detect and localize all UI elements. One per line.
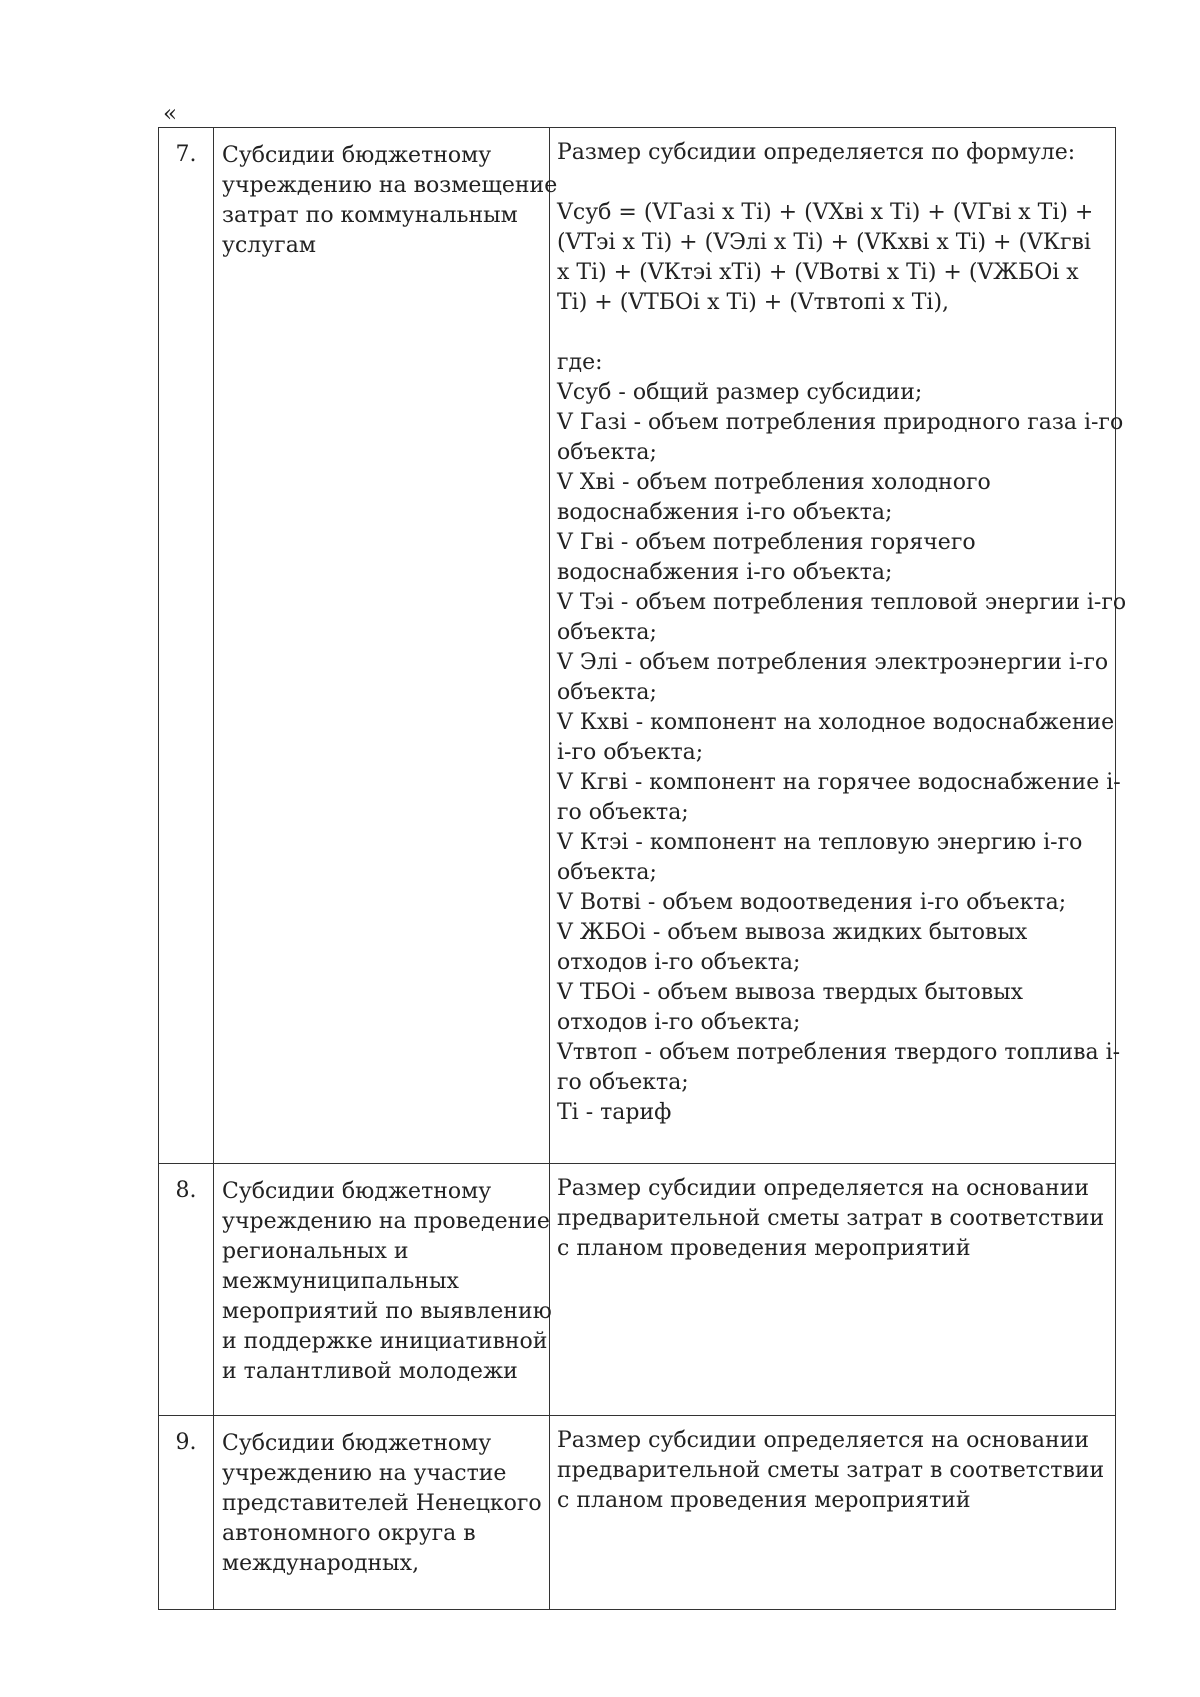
legend-line: V Элi - объем потребления электроэнергии i-го xyxy=(557,650,1109,675)
formula xyxy=(557,198,1111,318)
legend-line: объекта; xyxy=(557,440,657,465)
legend-line: где: xyxy=(557,350,603,375)
name-line: и талантливой молодежи xyxy=(222,1359,518,1384)
table-row xyxy=(159,128,1116,1164)
table-row xyxy=(159,1164,1116,1416)
legend-line: V Кгвi - компонент на горячее водоснабжение i- xyxy=(557,770,1121,795)
formula-line: Тi) + (VТБОi x Тi) + (Vтвтопi x Тi), xyxy=(557,290,950,315)
legend-line: объекта; xyxy=(557,860,657,885)
subsidy-description xyxy=(550,1164,1116,1416)
description-line: Размер субсидии определяется на основании xyxy=(557,1176,1090,1201)
legend-line: V Хвi - объем потребления холодного xyxy=(557,470,991,495)
legend-line: отходов i-го объекта; xyxy=(557,950,801,975)
legend-line: V ЖБОi - объем вывоза жидких бытовых xyxy=(557,920,1028,945)
formula-legend xyxy=(557,348,1127,1128)
description-line: предварительной сметы затрат в соответствии xyxy=(557,1206,1105,1231)
subsidy-description xyxy=(550,128,1127,1164)
name-line: мероприятий по выявлению xyxy=(222,1299,552,1324)
legend-line: объекта; xyxy=(557,620,657,645)
name-line: Субсидии бюджетному xyxy=(222,1431,492,1456)
legend-line: водоснабжения i-го объекта; xyxy=(557,560,893,585)
description-line: Размер субсидии определяется на основании xyxy=(557,1428,1090,1453)
description-intro: Размер субсидии определяется по формуле: xyxy=(557,140,1076,165)
name-line: и поддержке инициативной xyxy=(222,1329,548,1354)
table-row xyxy=(159,1416,1116,1610)
name-line: учреждению на проведение xyxy=(222,1209,550,1234)
subsidy-name xyxy=(214,1164,550,1416)
name-line: автономного округа в xyxy=(222,1521,476,1546)
description-line: предварительной сметы затрат в соответствии xyxy=(557,1458,1105,1483)
row-number: 9. xyxy=(159,1416,214,1610)
legend-line: Vтвтоп - объем потребления твердого топлива i- xyxy=(557,1040,1121,1065)
subsidy-name xyxy=(214,128,558,1164)
name-line: учреждению на участие xyxy=(222,1461,507,1486)
legend-line: водоснабжения i-го объекта; xyxy=(557,500,893,525)
subsidy-description xyxy=(550,1416,1116,1610)
legend-line: V Ктэi - компонент на тепловую энергию i-го xyxy=(557,830,1083,855)
legend-line: объекта; xyxy=(557,680,657,705)
legend-line: V Газi - объем потребления природного газа i-го xyxy=(557,410,1124,435)
legend-line: Тi - тариф xyxy=(557,1100,672,1125)
description-line: с планом проведения мероприятий xyxy=(557,1488,971,1513)
legend-line: V Тэi - объем потребления тепловой энергии i-го xyxy=(557,590,1127,615)
legend-line: Vсуб - общий размер субсидии; xyxy=(557,380,923,405)
legend-line: i-го объекта; xyxy=(557,740,704,765)
legend-line: V ТБОi - объем вывоза твердых бытовых xyxy=(557,980,1024,1005)
name-line: Субсидии бюджетному xyxy=(222,1179,492,1204)
description-line: с планом проведения мероприятий xyxy=(557,1236,971,1261)
row-number: 7. xyxy=(159,128,214,1164)
legend-line: V Кхвi - компонент на холодное водоснабжение xyxy=(557,710,1115,735)
subsidy-name xyxy=(214,1416,550,1610)
legend-line: V Гвi - объем потребления горячего xyxy=(557,530,976,555)
subsidy-table xyxy=(158,127,1127,1610)
legend-line: V Вотвi - объем водоотведения i-го объекта; xyxy=(557,890,1067,915)
opening-quote-mark: « xyxy=(163,101,178,127)
legend-line: го объекта; xyxy=(557,1070,689,1095)
name-line: межмуниципальных xyxy=(222,1269,459,1294)
name-line: Субсидии бюджетному xyxy=(222,143,492,168)
formula-line: Vсуб = (VГазi x Тi) + (VХвi x Тi) + (VГвi x Тi) + xyxy=(557,200,1094,225)
name-line: международных, xyxy=(222,1551,420,1576)
name-line: региональных и xyxy=(222,1239,409,1264)
formula-line: (VТэi x Тi) + (VЭлi x Тi) + (VКхвi x Тi) + (VКгвi xyxy=(557,230,1091,255)
name-line: затрат по коммунальным xyxy=(222,203,518,228)
name-line: услугам xyxy=(222,233,316,258)
legend-line: отходов i-го объекта; xyxy=(557,1010,801,1035)
name-line: представителей Ненецкого xyxy=(222,1491,542,1516)
name-line: учреждению на возмещение xyxy=(222,173,558,198)
row-number: 8. xyxy=(159,1164,214,1416)
formula-line: x Тi) + (VКтэi xТi) + (VВотвi x Тi) + (VЖБОi x xyxy=(557,260,1079,285)
legend-line: го объекта; xyxy=(557,800,689,825)
